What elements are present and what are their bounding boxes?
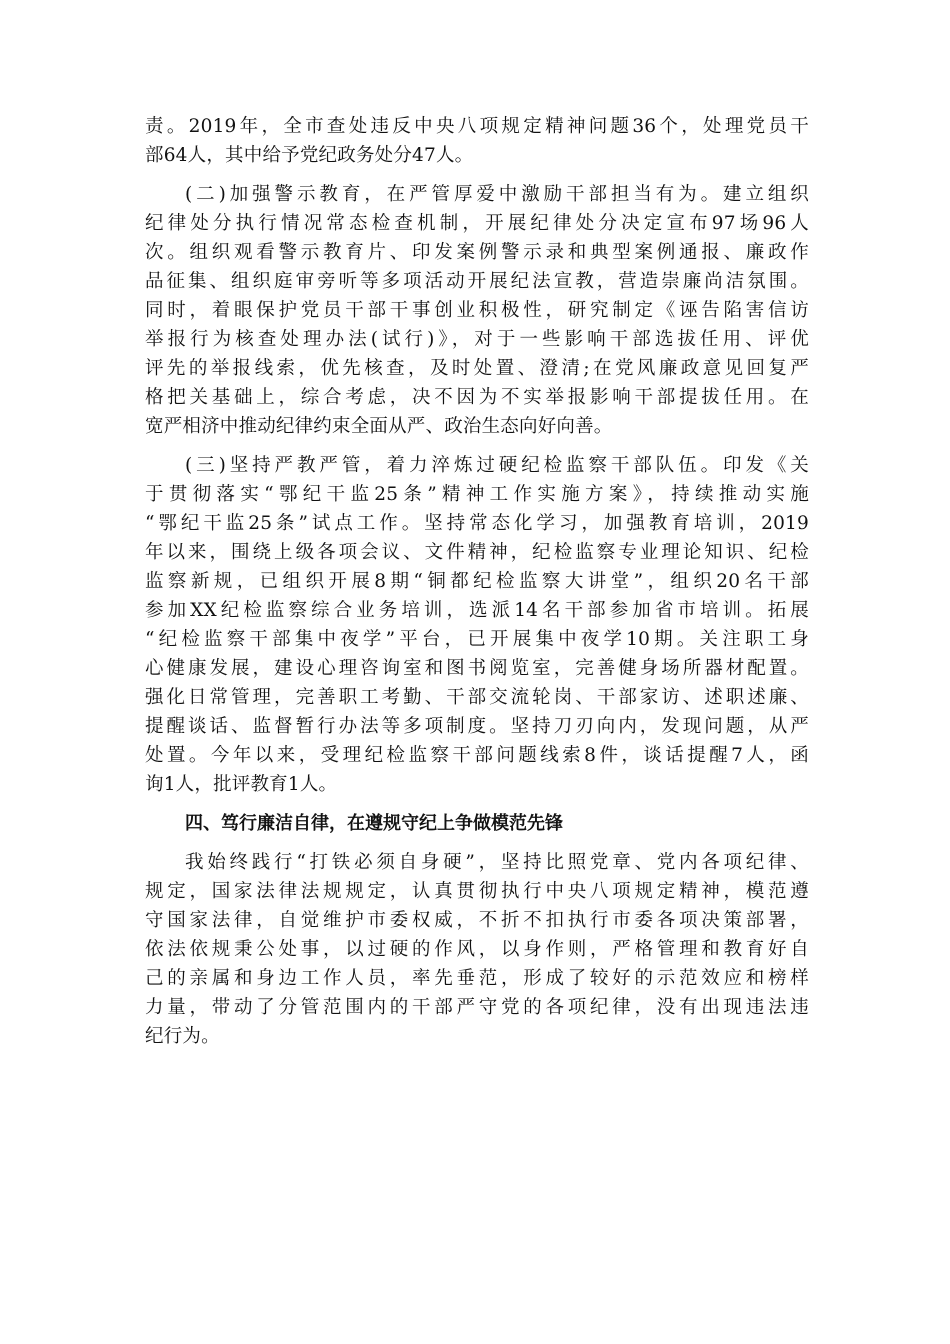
text-line: 评先的举报线索，优先核查，及时处置、澄清;在党风廉政意见回复严 xyxy=(145,358,809,379)
text-line: 举报行为核查处理办法(试行)》，对于一些影响干部选拔任用、评优 xyxy=(145,329,809,350)
text-line: 依法依规秉公处事，以过硬的作风，以身作则，严格管理和教育好自 xyxy=(145,939,809,960)
text-line: 于贯彻落实“鄂纪干监25条”精神工作实施方案》，持续推动实施 xyxy=(145,484,809,505)
text-line: 力量，带动了分管范围内的干部严守党的各项纪律，没有出现违法违 xyxy=(145,997,809,1018)
text-line: 责。2019年，全市查处违反中央八项规定精神问题36个，处理党员干 xyxy=(145,116,809,137)
text-line: “鄂纪干监25条”试点工作。坚持常态化学习，加强教育培训，2019 xyxy=(145,513,809,534)
text-line: 规定，国家法律法规规定，认真贯彻执行中央八项规定精神，模范遵 xyxy=(145,881,809,902)
text-line: 询1人，批评教育1人。 xyxy=(145,774,338,795)
section-heading: 四、笃行廉洁自律，在遵规守纪上争做模范先锋 xyxy=(185,813,563,834)
text-line: (三)坚持严教严管，着力淬炼过硬纪检监察干部队伍。印发《关 xyxy=(185,455,809,476)
text-line: (二)加强警示教育，在严管厚爱中激励干部担当有为。建立组织 xyxy=(185,184,809,205)
text-line: 宽严相济中推动纪律约束全面从严、政治生态向好向善。 xyxy=(145,416,613,437)
text-line: 心健康发展，建设心理咨询室和图书阅览室，完善健身场所器材配置。 xyxy=(145,658,809,679)
text-line: “纪检监察干部集中夜学”平台，已开展集中夜学10期。关注职工身 xyxy=(145,629,809,650)
text-line: 守国家法律，自觉维护市委权威，不折不扣执行市委各项决策部署， xyxy=(145,910,809,931)
text-line: 品征集、组织庭审旁听等多项活动开展纪法宣教，营造崇廉尚洁氛围。 xyxy=(145,271,809,292)
text-line: 部64人，其中给予党纪政务处分47人。 xyxy=(145,145,474,166)
text-line: 己的亲属和身边工作人员，率先垂范，形成了较好的示范效应和榜样 xyxy=(145,968,809,989)
text-line: 同时，着眼保护党员干部干事创业积极性，研究制定《诬告陷害信访 xyxy=(145,300,809,321)
text-line: 参加XX纪检监察综合业务培训，选派14名干部参加省市培训。拓展 xyxy=(145,600,809,621)
document-page xyxy=(145,112,809,1061)
paragraph-strict-management xyxy=(145,451,809,799)
text-line: 我始终践行“打铁必须自身硬”，坚持比照党章、党内各项纪律、 xyxy=(185,852,809,873)
text-line: 强化日常管理，完善职工考勤、干部交流轮岗、干部家访、述职述廉、 xyxy=(145,687,809,708)
text-line: 年以来，围绕上级各项会议、文件精神，纪检监察专业理论知识、纪检 xyxy=(145,542,809,563)
text-line: 纪律处分执行情况常态检查机制，开展纪律处分决定宣布97场96人 xyxy=(145,213,809,234)
text-line: 处置。今年以来，受理纪检监察干部问题线索8件，谈话提醒7人，函 xyxy=(145,745,809,766)
text-line: 监察新规，已组织开展8期“铜都纪检监察大讲堂”，组织20名干部 xyxy=(145,571,809,592)
paragraph-warning-education xyxy=(145,180,809,441)
paragraph-self-discipline xyxy=(145,848,809,1051)
text-line: 提醒谈话、监督暂行办法等多项制度。坚持刀刃向内，发现问题，从严 xyxy=(145,716,809,737)
paragraph-continuation xyxy=(145,112,809,170)
text-line: 纪行为。 xyxy=(145,1026,220,1047)
text-line: 格把关基础上，综合考虑，决不因为不实举报影响干部提拔任用。在 xyxy=(145,387,809,408)
text-line: 次。组织观看警示教育片、印发案例警示录和典型案例通报、廉政作 xyxy=(145,242,809,263)
